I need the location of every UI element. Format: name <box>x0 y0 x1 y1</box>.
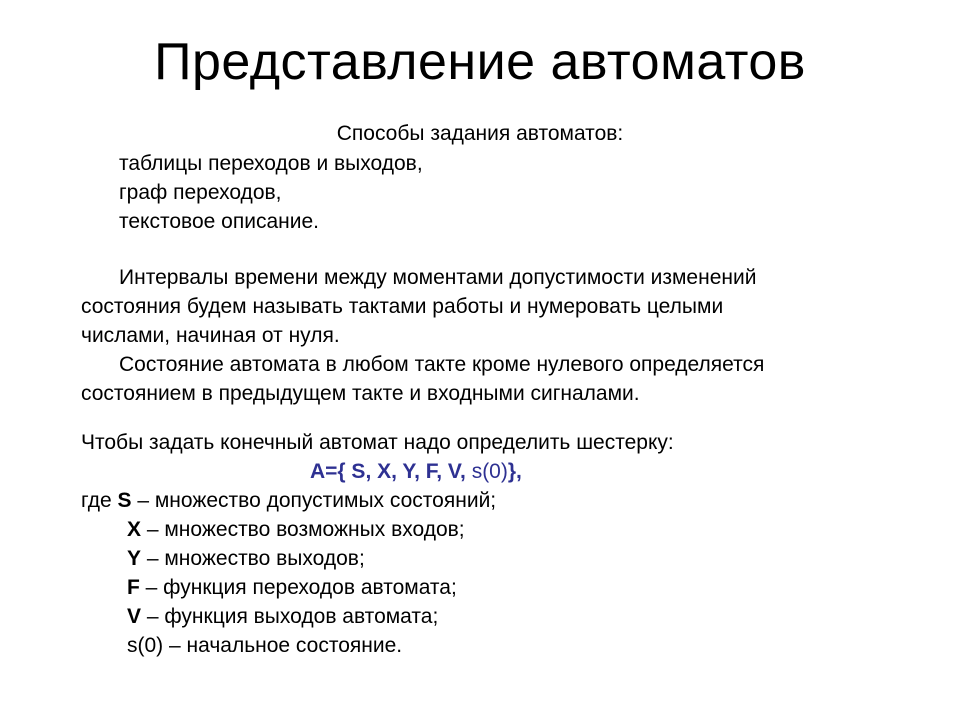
formula-bold-open: A={ S, X, Y, F, V, <box>310 460 472 483</box>
symbol-S: S <box>117 489 132 512</box>
symbol-V-text: – функция выходов автомата; <box>141 605 439 628</box>
method-item: таблицы переходов и выходов, <box>119 152 423 175</box>
paragraph1-line: Интервалы времени между моментами допустимости изменений <box>119 266 757 289</box>
definition-intro: Чтобы задать конечный автомат надо определить шестерку: <box>81 431 674 454</box>
tuple-formula <box>310 459 522 485</box>
definition-item-initial-state: s(0) – начальное состояние. <box>127 634 403 657</box>
symbol-V: V <box>127 605 142 628</box>
symbol-Y-text: – множество выходов; <box>141 547 365 570</box>
paragraph1-line: числами, начиная от нуля. <box>81 324 340 347</box>
symbol-X: X <box>127 518 142 541</box>
slide-title: Представление автоматов <box>154 33 806 91</box>
method-item: текстовое описание. <box>119 210 319 233</box>
paragraph2-line: состоянием в предыдущем такте и входными сигналами. <box>81 382 640 405</box>
method-item: граф переходов, <box>119 181 282 204</box>
definition-item-F <box>127 575 457 601</box>
definition-item-Y <box>127 546 365 572</box>
definition-item-X <box>127 517 465 543</box>
paragraph1-line: состояния будем называть тактами работы и нумеровать целыми <box>81 295 724 318</box>
symbol-X-text: – множество возможных входов; <box>141 518 465 541</box>
definition-item-V <box>127 604 438 630</box>
symbol-F-text: – функция переходов автомата; <box>139 576 457 599</box>
symbol-Y: Y <box>127 547 142 570</box>
formula-bold-close: }, <box>507 460 522 483</box>
definition-item-S <box>81 488 496 514</box>
symbol-F: F <box>127 576 140 599</box>
methods-heading: Способы задания автоматов: <box>336 122 624 145</box>
where-prefix: где <box>81 489 118 512</box>
formula-initial-state: s(0) <box>471 460 508 483</box>
symbol-S-text: – множество допустимых состояний; <box>131 489 497 512</box>
paragraph2-line: Состояние автомата в любом такте кроме нулевого определяется <box>119 353 765 376</box>
